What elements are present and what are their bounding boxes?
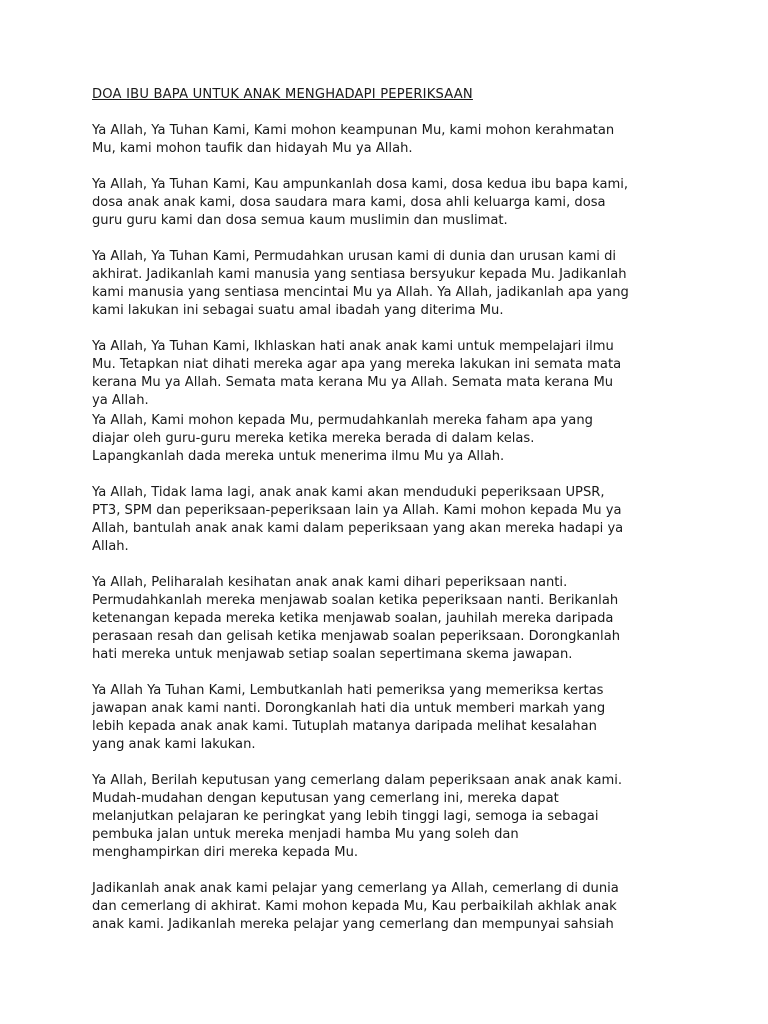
text-line: Ya Allah, Tidak lama lagi, anak anak kami akan menduduki peperiksaan UPSR, xyxy=(92,485,605,500)
text-line: yang anak kami lakukan. xyxy=(92,737,256,752)
paragraph xyxy=(92,248,682,320)
paragraph xyxy=(92,574,682,664)
text-line: kami lakukan ini sebagai suatu amal ibadah yang diterima Mu. xyxy=(92,303,504,318)
text-line: Ya Allah, Ya Tuhan Kami, Kau ampunkanlah dosa kami, dosa kedua ibu bapa kami, xyxy=(92,177,629,192)
text-line: Allah, bantulah anak anak kami dalam peperiksaan yang akan mereka hadapi ya xyxy=(92,521,624,536)
text-line: Permudahkanlah mereka menjawab soalan ketika peperiksaan nanti. Berikanlah xyxy=(92,593,619,608)
paragraph xyxy=(92,176,682,230)
paragraph xyxy=(92,880,682,934)
text-line: ketenangan kepada mereka ketika menjawab soalan, jauhilah mereka daripada xyxy=(92,611,614,626)
paragraph xyxy=(92,682,682,754)
text-line: akhirat. Jadikanlah kami manusia yang sentiasa bersyukur kepada Mu. Jadikanlah xyxy=(92,267,627,282)
paragraph xyxy=(92,484,682,556)
text-line: PT3, SPM dan peperiksaan-peperiksaan lain ya Allah. Kami mohon kepada Mu ya xyxy=(92,503,622,518)
text-line: Jadikanlah anak anak kami pelajar yang cemerlang ya Allah, cemerlang di dunia xyxy=(92,881,619,896)
text-line: Mudah-mudahan dengan keputusan yang cemerlang ini, mereka dapat xyxy=(92,791,559,806)
text-line: Mu. Tetapkan niat dihati mereka agar apa yang mereka lakukan ini semata mata xyxy=(92,357,622,372)
text-line: kami manusia yang sentiasa mencintai Mu ya Allah. Ya Allah, jadikanlah apa yang xyxy=(92,285,629,300)
text-line: perasaan resah dan gelisah ketika menjawab soalan peperiksaan. Dorongkanlah xyxy=(92,629,621,644)
text-line: Ya Allah, Ya Tuhan Kami, Kami mohon keampunan Mu, kami mohon kerahmatan xyxy=(92,123,615,138)
text-line: Ya Allah, Ya Tuhan Kami, Permudahkan urusan kami di dunia dan urusan kami di xyxy=(92,249,617,264)
paragraph xyxy=(92,338,682,410)
text-line: Ya Allah Ya Tuhan Kami, Lembutkanlah hati pemeriksa yang memeriksa kertas xyxy=(92,683,604,698)
text-line: jawapan anak kami nanti. Dorongkanlah hati dia untuk memberi markah yang xyxy=(92,701,606,716)
text-line: Ya Allah, Ya Tuhan Kami, Ikhlaskan hati anak anak kami untuk mempelajari ilmu xyxy=(92,339,614,354)
paragraph xyxy=(92,772,682,862)
text-line: Ya Allah, Kami mohon kepada Mu, permudahkanlah mereka faham apa yang xyxy=(92,413,593,428)
paragraph xyxy=(92,122,682,158)
text-line: dosa anak anak kami, dosa saudara mara kami, dosa ahli keluarga kami, dosa xyxy=(92,195,606,210)
text-line: lebih kepada anak anak kami. Tutuplah matanya daripada melihat kesalahan xyxy=(92,719,597,734)
text-line: diajar oleh guru-guru mereka ketika mereka berada di dalam kelas. xyxy=(92,431,535,446)
text-line: ya Allah. xyxy=(92,393,149,408)
text-line: kerana Mu ya Allah. Semata mata kerana Mu ya Allah. Semata mata kerana Mu xyxy=(92,375,614,390)
text-line: hati mereka untuk menjawab setiap soalan sepertimana skema jawapan. xyxy=(92,647,573,662)
text-line: Ya Allah, Berilah keputusan yang cemerlang dalam peperiksaan anak anak kami. xyxy=(92,773,623,788)
text-line: Ya Allah, Peliharalah kesihatan anak anak kami dihari peperiksaan nanti. xyxy=(92,575,568,590)
text-line: pembuka jalan untuk mereka menjadi hamba Mu yang soleh dan xyxy=(92,827,519,842)
text-line: melanjutkan pelajaran ke peringkat yang lebih tinggi lagi, semoga ia sebagai xyxy=(92,809,599,824)
text-line: guru guru kami dan dosa semua kaum muslimin dan muslimat. xyxy=(92,213,508,228)
text-line: menghampirkan diri mereka kepada Mu. xyxy=(92,845,359,860)
text-line: Allah. xyxy=(92,539,129,554)
text-line: Lapangkanlah dada mereka untuk menerima ilmu Mu ya Allah. xyxy=(92,449,505,464)
paragraph xyxy=(92,412,682,466)
text-line: Mu, kami mohon taufik dan hidayah Mu ya Allah. xyxy=(92,141,413,156)
document-body xyxy=(92,86,682,952)
text-line: anak kami. Jadikanlah mereka pelajar yang cemerlang dan mempunyai sahsiah xyxy=(92,917,614,932)
text-line: dan cemerlang di akhirat. Kami mohon kepada Mu, Kau perbaikilah akhlak anak xyxy=(92,899,617,914)
document-title: DOA IBU BAPA UNTUK ANAK MENGHADAPI PEPERIKSAAN xyxy=(92,87,473,102)
